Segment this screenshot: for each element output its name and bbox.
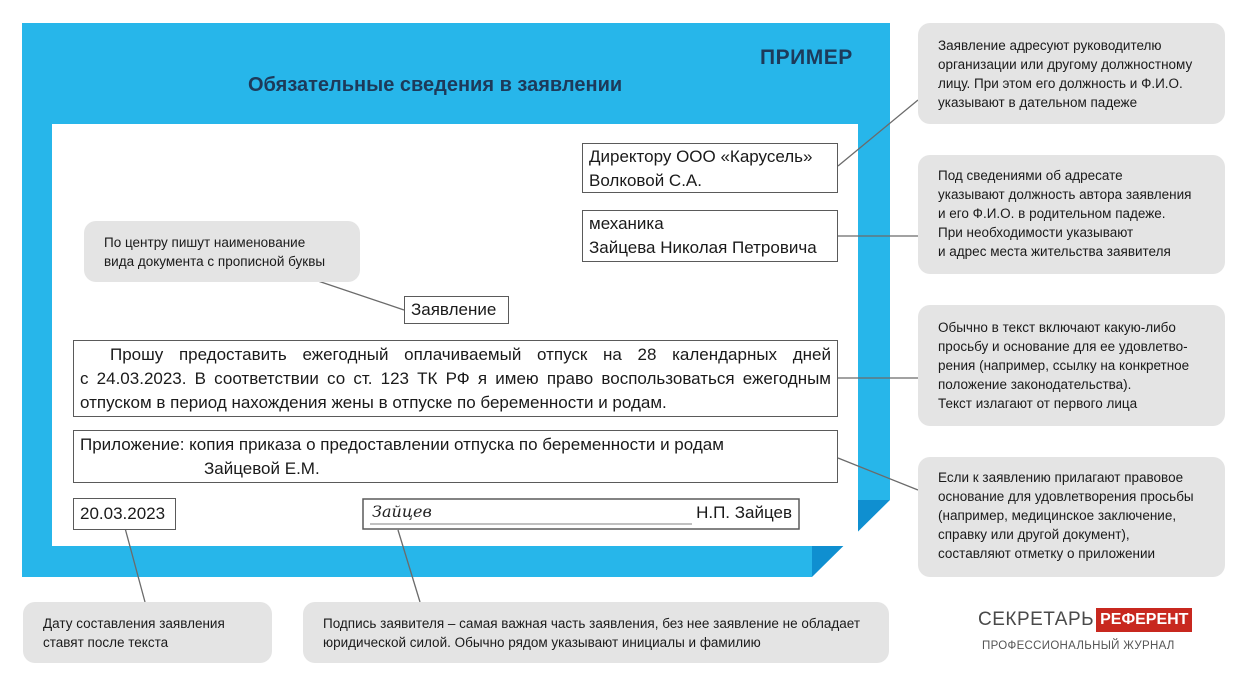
note-date-line: Дату составления заявления — [43, 616, 225, 631]
note-addressee-line: указывают в дательном падеже — [938, 95, 1138, 110]
body-line-2: с 24.03.2023. В соответствии со ст. 123 ТК РФ я имею право воспользоваться ежегодным — [80, 369, 831, 388]
example-label: ПРИМЕР — [760, 46, 853, 69]
application-date: 20.03.2023 — [80, 504, 166, 523]
note-title-line: вида документа с прописной буквы — [104, 254, 326, 269]
handwritten-signature: Зайцев — [372, 502, 432, 521]
note-signature-line: Подпись заявителя – самая важная часть заявления, без нее заявление не обладает — [323, 616, 861, 631]
note-body-line: просьбу и основание для ее удовлетво- — [938, 339, 1188, 354]
note-author-line: указывают должность автора заявления — [938, 187, 1192, 202]
body-line-1: Прошу предоставить ежегодный оплачиваемый отпуск на 28 календарных дней — [110, 345, 831, 364]
brand-name-part1: СЕКРЕТАРЬ — [978, 609, 1095, 630]
note-addressee-line: организации или другому должностному — [938, 57, 1193, 72]
signer-name: Н.П. Зайцев — [696, 503, 792, 522]
note-date-line: ставят после текста — [43, 635, 169, 650]
note-date — [23, 602, 272, 663]
note-author-line: и адрес места жительства заявителя — [938, 244, 1171, 259]
diagram-title: Обязательные сведения в заявлении — [248, 74, 623, 96]
body-text-box — [73, 340, 838, 417]
note-signature — [303, 602, 889, 663]
signature-box — [362, 498, 800, 530]
brand-name-part2: РЕФЕРЕНТ — [1096, 608, 1192, 632]
attachment-box — [73, 430, 838, 483]
note-signature-line: юридической силой. Обычно рядом указывают инициалы и фамилию — [323, 635, 761, 650]
date-box — [73, 498, 176, 530]
note-addressee — [918, 23, 1225, 124]
brand-logo — [978, 608, 1192, 632]
author-position: механика — [589, 214, 664, 233]
addressee-line-2: Волковой С.А. — [589, 171, 702, 190]
author-box — [582, 210, 838, 262]
note-document-title — [84, 221, 360, 282]
note-attachment — [918, 457, 1225, 577]
note-body — [918, 305, 1225, 426]
brand-subtitle: ПРОФЕССИОНАЛЬНЫЙ ЖУРНАЛ — [982, 640, 1175, 652]
note-attachment-line: (например, медицинское заключение, — [938, 508, 1177, 523]
body-line-3: отпуском в период нахождения жены в отпуске по беременности и родам. — [80, 393, 667, 412]
note-author-line: При необходимости указывают — [938, 225, 1134, 240]
note-body-line: Текст излагают от первого лица — [938, 396, 1138, 411]
note-attachment-line: Если к заявлению прилагают правовое — [938, 470, 1184, 485]
addressee-box — [582, 143, 838, 193]
document-type-box — [404, 296, 509, 324]
note-body-line: Обычно в текст включают какую-либо — [938, 320, 1176, 335]
note-body-line: рения (например, ссылку на конкретное — [938, 358, 1190, 373]
addressee-line-1: Директору ООО «Карусель» — [589, 147, 813, 166]
note-attachment-line: справку или другой документ), — [938, 527, 1130, 542]
note-attachment-line: составляют отметку о приложении — [938, 546, 1156, 561]
note-addressee-line: лицу. При этом его должность и Ф.И.О. — [938, 76, 1183, 91]
document-type: Заявление — [411, 300, 497, 319]
note-author-line: Под сведениями об адресате — [938, 168, 1123, 183]
note-attachment-line: основание для удовлетворения просьбы — [938, 489, 1194, 504]
note-author — [918, 155, 1225, 274]
attachment-line-1: Приложение: копия приказа о предоставлении отпуска по беременности и родам — [80, 435, 724, 454]
note-body-line: положение законодательства). — [938, 377, 1132, 392]
attachment-line-2: Зайцевой Е.М. — [204, 459, 320, 478]
note-addressee-line: Заявление адресуют руководителю — [938, 38, 1162, 53]
author-name: Зайцева Николая Петровича — [589, 238, 817, 257]
note-title-line: По центру пишут наименование — [104, 235, 306, 250]
note-author-line: и его Ф.И.О. в родительном падеже. — [938, 206, 1166, 221]
